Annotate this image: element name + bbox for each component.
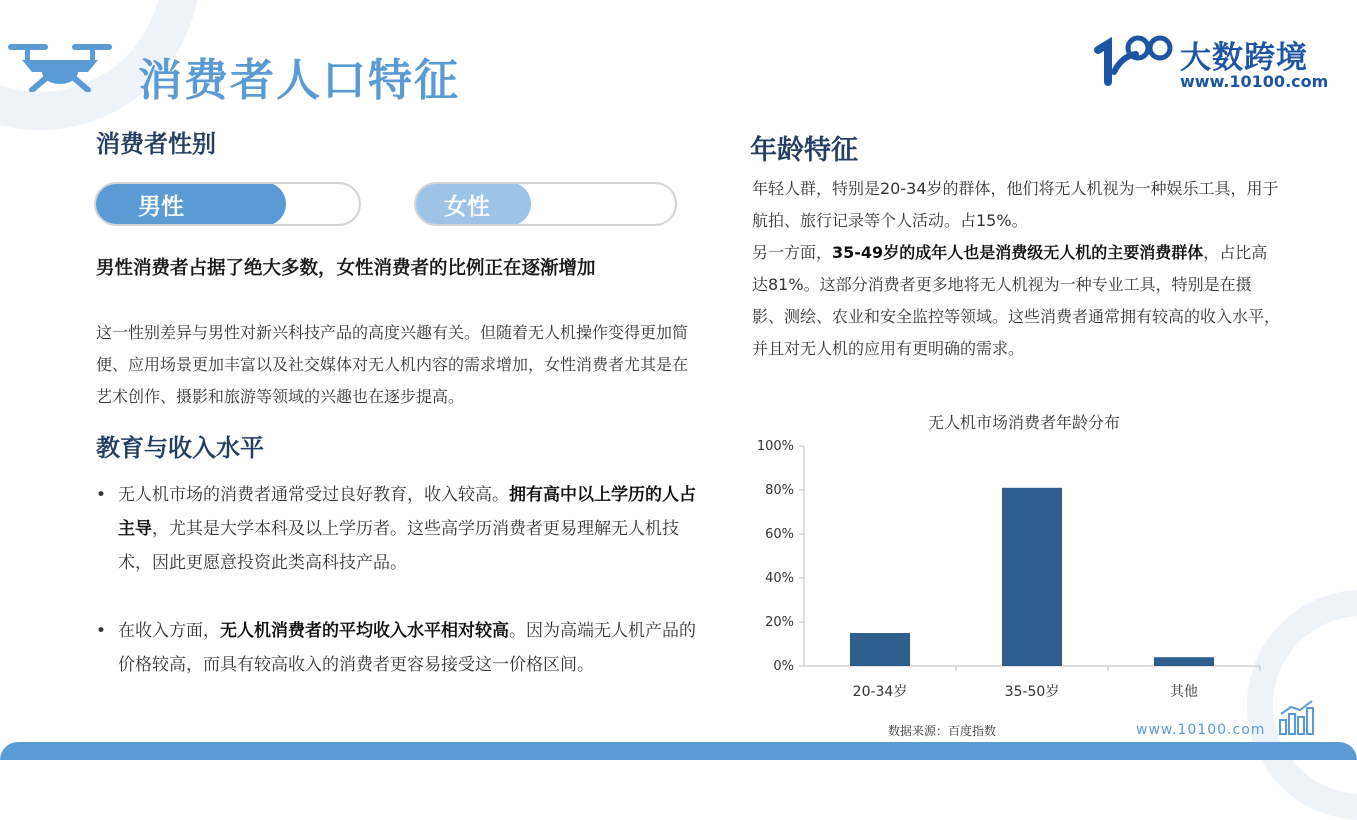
footer-url: www.10100.com xyxy=(1136,722,1266,738)
x-tick-label: 35-50岁 xyxy=(1004,684,1060,700)
y-tick-label: 80% xyxy=(765,483,794,498)
y-tick-label: 0% xyxy=(773,659,794,674)
gender-paragraph: 这一性别差异与男性对新兴科技产品的高度兴趣有关。但随着无人机操作变得更加简便、应用场景更加丰富以及社交媒体对无人机内容的需求增加，女性消费者尤其是在艺术创作、摄影和旅游等领域的兴趣也在逐步提高。 xyxy=(96,323,689,406)
education-item-bold: 拥有高中以上学历的人占主导 xyxy=(118,485,696,539)
chart-title: 无人机市场消费者年龄分布 xyxy=(927,413,1121,432)
gender-heading: 消费者性别 xyxy=(96,130,216,158)
male-pill xyxy=(94,182,361,226)
data-source: 数据来源：百度指数 xyxy=(888,724,997,738)
age-distribution-chart xyxy=(740,404,1280,704)
age-paragraph-2 xyxy=(752,237,1280,365)
x-tick-label: 20-34岁 xyxy=(852,684,908,700)
education-item xyxy=(96,478,696,580)
education-item-text: ，尤其是大学本科及以上学历者。这些高学历消费者更易理解无人机技术，因此更愿意投资此类高科技产品。 xyxy=(118,519,679,573)
age-text-bold: 35-49岁的成年人也是消费级无人机的主要消费群体 xyxy=(832,243,1204,262)
logo-name: 大数跨境 xyxy=(1180,40,1308,76)
bar xyxy=(1154,657,1214,666)
male-label: 男性 xyxy=(138,193,184,220)
logo xyxy=(1092,32,1332,96)
age-text-span: 另一方面， xyxy=(752,243,833,262)
education-item-text: 无人机市场的消费者通常受过良好教育，收入较高。 xyxy=(118,485,509,505)
gender-statement: 男性消费者占据了绝大多数，女性消费者的比例正在逐渐增加 xyxy=(96,258,596,279)
bottom-bar xyxy=(0,742,1357,760)
logo-mark-icon xyxy=(1092,32,1176,88)
page-title: 消费者人口特征 xyxy=(138,55,460,106)
drone-icon xyxy=(8,38,112,92)
education-item-text: 在收入方面， xyxy=(118,621,220,641)
education-heading: 教育与收入水平 xyxy=(96,434,264,462)
bullet-dot: • xyxy=(96,485,107,505)
education-list xyxy=(96,478,696,682)
education-item xyxy=(96,614,696,682)
age-text-span: ，占比高达81%。这部分消费者更多地将无人机视为一种专业工具，特别是在摄影、测绘、农业和安全监控等领域。这些消费者通常拥有较高的收入水平，并且对无人机的应用有更明确的需求。 xyxy=(752,243,1281,358)
bar xyxy=(850,633,910,666)
y-tick-label: 100% xyxy=(756,439,794,454)
female-label: 女性 xyxy=(444,193,490,220)
logo-url: www.10100.com xyxy=(1180,72,1329,91)
male-pill-fill xyxy=(94,182,286,226)
female-pill xyxy=(414,182,677,226)
female-pill-fill xyxy=(414,182,531,226)
y-tick-label: 20% xyxy=(765,615,794,630)
bar-chart-icon xyxy=(1278,698,1316,736)
age-heading: 年龄特征 xyxy=(750,135,858,166)
y-tick-label: 40% xyxy=(765,571,794,586)
bar xyxy=(1002,488,1062,666)
age-text xyxy=(752,173,1280,365)
education-item-text: 。因为高端无人机产品的价格较高，而具有较高收入的消费者更容易接受这一价格区间。 xyxy=(118,621,696,675)
age-paragraph-1: 年轻人群，特别是20-34岁的群体，他们将无人机视为一种娱乐工具，用于航拍、旅行记录等个人活动。占15%。 xyxy=(752,179,1279,230)
bullet-dot: • xyxy=(96,621,107,641)
y-tick-label: 60% xyxy=(765,527,794,542)
x-tick-label: 其他 xyxy=(1170,684,1198,700)
education-item-bold: 无人机消费者的平均收入水平相对较高 xyxy=(220,621,509,641)
